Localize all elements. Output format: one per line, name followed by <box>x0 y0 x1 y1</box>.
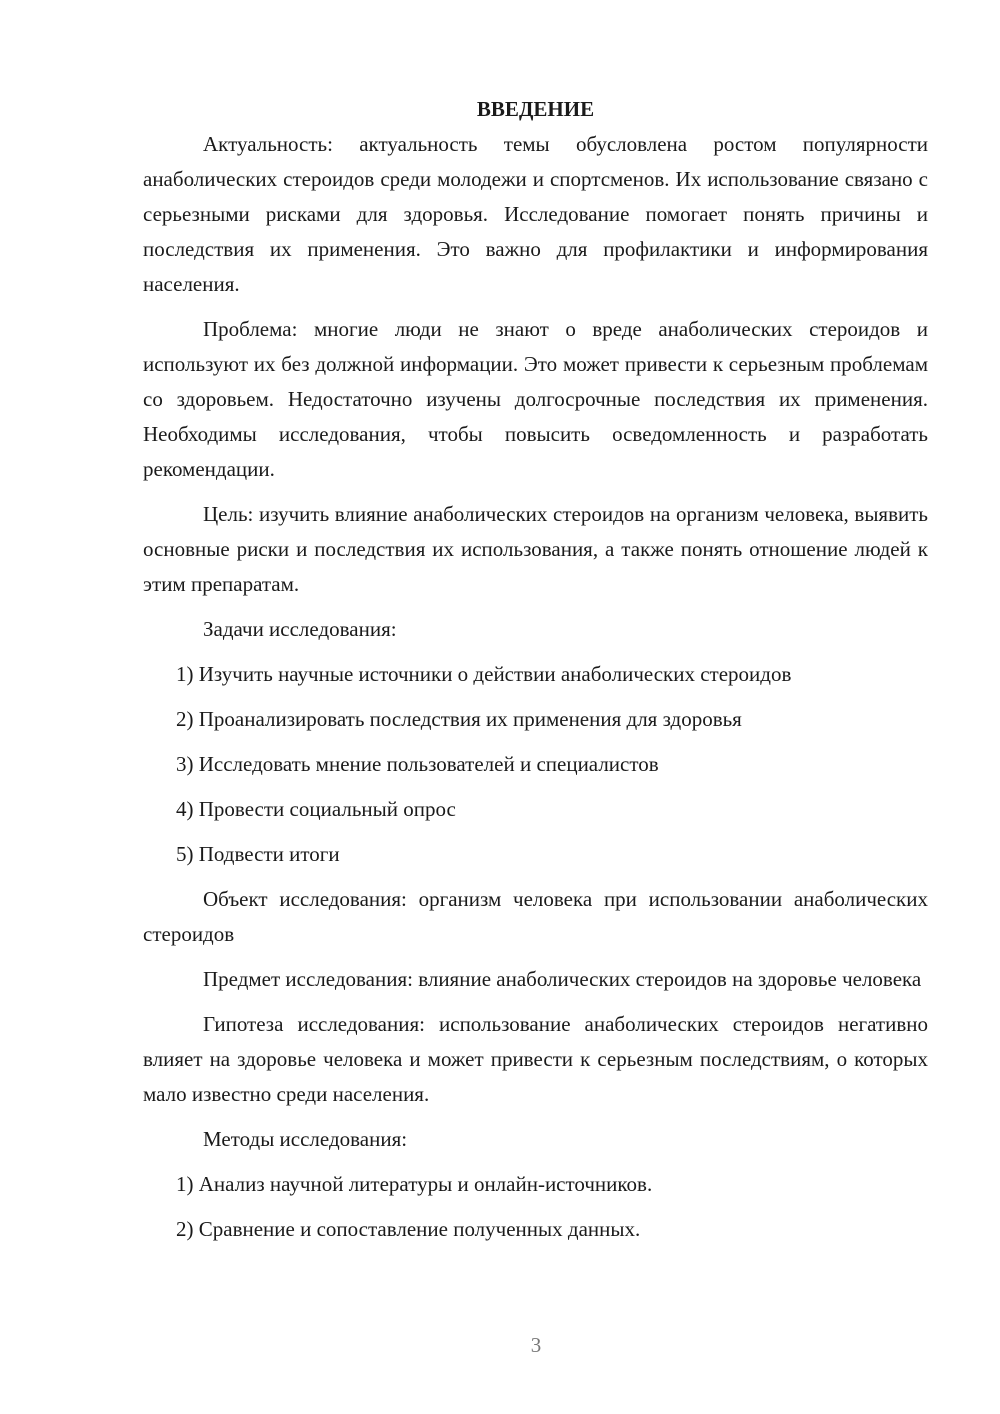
list-item: 1) Изучить научные источники о действии анаболических стероидов <box>176 662 792 686</box>
hypothesis-paragraph: Гипотеза исследования: использование анаболических стероидов негативно влияет на здоровье человека и может привести к серьезным последствиям, о которых мало известно среди населения. <box>143 1012 928 1106</box>
list-item: 2) Проанализировать последствия их применения для здоровья <box>176 707 742 731</box>
problem-paragraph: Проблема: многие люди не знают о вреде анаболических стероидов и используют их без должной информации. Это может привести к серьезным проблемам со здоровьем. Недостаточно изучены долгосрочные последствия их применения. Необходимы исследования, чтобы повысить осведомленность и разработать рекомендации. <box>143 317 928 481</box>
object-paragraph: Объект исследования: организм человека при использовании анаболических стероидов <box>143 887 928 946</box>
list-item: 5) Подвести итоги <box>176 842 340 866</box>
tasks-list <box>143 657 928 872</box>
page-number: 3 <box>530 1333 542 1357</box>
list-item: 3) Исследовать мнение пользователей и специалистов <box>176 752 659 776</box>
subject-paragraph: Предмет исследования: влияние анаболических стероидов на здоровье человека <box>203 967 922 991</box>
methods-label: Методы исследования: <box>203 1127 408 1151</box>
methods-list <box>143 1167 928 1247</box>
page-content <box>143 92 928 1257</box>
goal-paragraph: Цель: изучить влияние анаболических стероидов на организм человека, выявить основные риски и последствия их использования, а также понять отношение людей к этим препаратам. <box>143 502 928 596</box>
list-item: 4) Провести социальный опрос <box>176 797 456 821</box>
section-title: ВВЕДЕНИЕ <box>476 97 595 121</box>
list-item: 1) Анализ научной литературы и онлайн-источников. <box>176 1172 653 1196</box>
list-item: 2) Сравнение и сопоставление полученных данных. <box>176 1217 641 1241</box>
tasks-label: Задачи исследования: <box>203 617 397 641</box>
relevance-paragraph: Актуальность: актуальность темы обусловлена ростом популярности анаболических стероидов среди молодежи и спортсменов. Их использование связано с серьезными рисками для здоровья. Исследование помогает понять причины и последствия их применения. Это важно для профилактики и информирования населения. <box>143 132 928 296</box>
